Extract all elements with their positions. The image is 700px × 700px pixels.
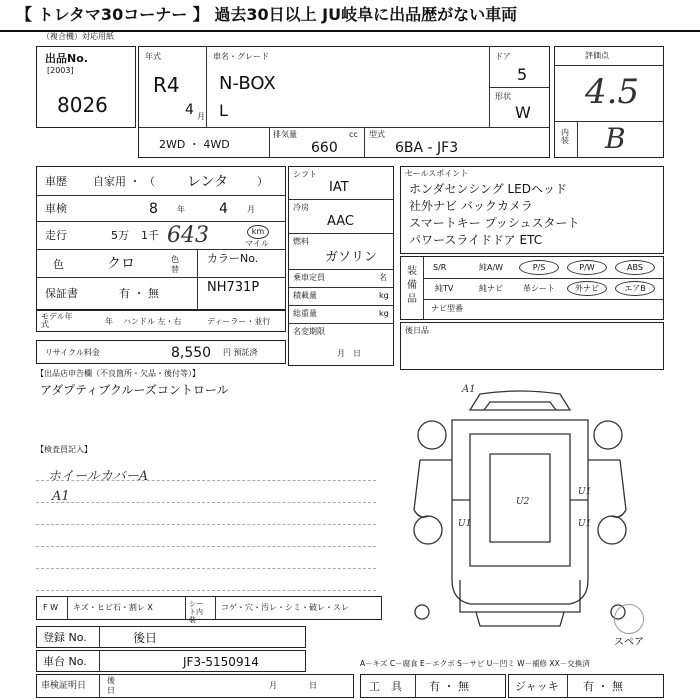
inspector-label: 【検査員記入】	[36, 445, 92, 454]
km-circle: km	[247, 225, 269, 239]
jack-row	[508, 674, 664, 698]
selling-label: セールスポイント	[405, 169, 469, 178]
car-damage-diagram	[400, 380, 640, 630]
registration-row	[36, 626, 306, 648]
exhibitor-label: 【出品店申告欄（不良箇所・欠品・後付等）】	[36, 369, 200, 378]
gross-label: 総重量	[293, 309, 317, 318]
interior-value: B	[605, 122, 626, 155]
capacity-unit: 名	[379, 273, 387, 282]
equip-sr: S/R	[433, 263, 447, 272]
equipment-label: 装備品	[407, 266, 417, 305]
damage-legend: A－キズ C－腐食 E－エクボ S－サビ U－凹ミ W－補修 XX－交換済	[360, 659, 590, 668]
change-unit: 月 日	[337, 349, 361, 358]
rating-label: 評価点	[585, 51, 609, 60]
dealer-label: ディーラー・並行	[207, 317, 271, 326]
doors-label: ドア	[495, 52, 511, 61]
load-unit: kg	[379, 291, 389, 300]
reki-label: 車歴	[45, 175, 67, 188]
interior-label: 内装	[561, 128, 569, 145]
mileage-man: 5万	[111, 229, 129, 242]
chassis-value: JF3-5150914	[183, 655, 259, 669]
header-title: 【 トレタマ30コーナー 】 過去30日以上 JU岐阜に出品歴がない車両	[16, 5, 518, 24]
diagram-mark-u1-left: U1	[458, 519, 472, 529]
mile-label: マイル	[245, 239, 269, 248]
car-box	[138, 46, 550, 158]
spare-circle	[614, 604, 644, 634]
model-year-unit: 年	[105, 317, 113, 326]
shape-label: 形状	[495, 92, 511, 101]
disp-unit: cc	[349, 130, 358, 139]
shift-value: IAT	[329, 180, 349, 195]
equip-ext-navi: 外ナビ	[567, 281, 607, 296]
month-unit: 月	[197, 112, 205, 121]
equip-pw: P/W	[567, 260, 607, 275]
month-value: 4	[185, 102, 194, 118]
inspector-line-1: ホイールカバーA	[48, 469, 149, 484]
mileage-hand: 643	[167, 223, 209, 248]
car-grade: L	[219, 101, 228, 120]
shaken-label: 車検	[45, 202, 67, 215]
recycle-row	[36, 340, 286, 364]
handle-label: ハンドル 左・右	[123, 317, 182, 326]
equip-aw: 純A/W	[479, 263, 504, 272]
jack-value: 有 ・ 無	[583, 680, 623, 693]
reki-close: ）	[257, 175, 268, 188]
cert-item-4: 日	[309, 681, 317, 690]
recycle-unit: 円 預託済	[223, 348, 258, 357]
equip-abs: ABS	[615, 260, 655, 275]
color-label: 色	[53, 258, 64, 271]
tools-value: 有 ・ 無	[429, 680, 469, 693]
fuel-label: 燃料	[293, 237, 309, 246]
inspector-line-2: A1	[52, 489, 70, 504]
year-value: R4	[153, 73, 180, 97]
rating-box	[554, 46, 664, 158]
equipment-box	[400, 256, 664, 320]
navi-model-label: ナビ型番	[431, 304, 463, 313]
shaken-year-unit: 年	[177, 205, 185, 214]
warranty-value: 有 ・ 無	[119, 287, 159, 300]
selling-line-4: パワースライドドア ETC	[409, 233, 543, 247]
lot-number: 8026	[57, 93, 108, 117]
jack-label: ジャッキ	[515, 680, 559, 693]
cert-label: 車検証明日	[41, 681, 87, 691]
shaken-year: 8	[149, 201, 158, 217]
subheader: （複合機）対応用紙	[42, 32, 114, 41]
lot-box	[36, 46, 136, 128]
cert-item-3: 月	[269, 681, 277, 690]
name-label: 車名・グレード	[213, 52, 269, 61]
cert-item-1: 後	[107, 676, 115, 685]
colorno-value: NH731P	[207, 280, 260, 295]
equip-airbag: エアB	[615, 281, 655, 296]
mileage-sen: 1千	[141, 229, 159, 242]
tools-label: 工 具	[369, 680, 402, 693]
tools-row	[360, 674, 506, 698]
shift-label: シフト	[293, 170, 317, 179]
model-value: 6BA - JF3	[395, 140, 459, 156]
equip-ps: P/S	[519, 260, 559, 275]
fw-label: F W	[43, 603, 59, 612]
shaken-month: 4	[219, 201, 228, 217]
mileage-label: 走行	[45, 229, 67, 242]
equip-tv: 純TV	[435, 284, 454, 293]
later-label: 後日品	[405, 326, 429, 335]
recycle-value: 8,550	[171, 345, 212, 361]
reki-value: レンタ	[187, 174, 229, 190]
chassis-row	[36, 650, 306, 672]
shape-value: W	[515, 103, 531, 122]
diagram-mark-u1-right-lower: U1	[578, 519, 592, 529]
doors-value: 5	[517, 65, 528, 84]
ac-value: AAC	[327, 214, 354, 229]
selling-line-3: スマートキー プッシュスタート	[409, 216, 580, 230]
disp-value: 660	[311, 140, 338, 156]
model-label: 型式	[369, 130, 385, 139]
car-name: N-BOX	[219, 73, 276, 94]
rating-score: 4.5	[585, 72, 640, 112]
color-change-label: 色替	[171, 255, 179, 274]
fw-row	[36, 596, 382, 624]
colorno-label: カラーNo.	[207, 252, 259, 265]
disp-label: 排気量	[273, 130, 297, 139]
lot-label: 出品No.	[45, 52, 88, 65]
diagram-mark-a1: A1	[462, 384, 476, 395]
drive-value: 2WD ・ 4WD	[159, 138, 230, 151]
selling-line-1: ホンダセンシング LEDヘッド	[409, 182, 568, 196]
spare-label: スペア	[614, 637, 644, 648]
header-bar	[0, 0, 700, 32]
fuel-value: ガソリン	[325, 250, 378, 265]
registration-label: 登録 No.	[43, 631, 87, 644]
equip-leather: 革シート	[523, 284, 555, 293]
diagram-mark-u1-right: U1	[578, 487, 592, 497]
equip-navi: 純ナビ	[479, 284, 503, 293]
model-year-label: モデル年式	[41, 312, 73, 329]
fw-text: キズ・ヒビ石・割レ X	[73, 603, 153, 612]
model-year-row	[36, 310, 286, 332]
gross-unit: kg	[379, 309, 389, 318]
capacity-label: 乗車定員	[293, 273, 325, 282]
ac-label: 冷房	[293, 203, 309, 212]
lot-year-tag: [2003]	[47, 66, 74, 75]
seat-label: シート内装	[189, 600, 203, 624]
year-label: 年式	[145, 52, 161, 61]
reki-options: 自家用 ・ （	[93, 175, 155, 188]
diagram-mark-u2: U2	[516, 497, 530, 507]
cert-row	[36, 674, 354, 698]
selling-box	[400, 166, 664, 254]
cert-item-2: 日	[107, 686, 115, 695]
load-label: 積載量	[293, 291, 317, 300]
chassis-label: 車台 No.	[43, 655, 87, 668]
shaken-month-unit: 月	[247, 205, 255, 214]
color-value: クロ	[107, 256, 135, 272]
specs-box	[288, 166, 394, 366]
recycle-label: リサイクル料金	[45, 348, 100, 357]
history-box	[36, 166, 286, 310]
warranty-label: 保証書	[45, 287, 78, 300]
change-label: 名変期限	[293, 327, 325, 336]
exhibitor-text: アダプティブクルーズコントロール	[40, 383, 229, 397]
later-box	[400, 322, 664, 370]
seat-text: コゲ・穴・汚レ・シミ・破レ・スレ	[221, 603, 349, 612]
selling-line-2: 社外ナビ バックカメラ	[409, 199, 533, 213]
registration-value: 後日	[133, 631, 158, 645]
